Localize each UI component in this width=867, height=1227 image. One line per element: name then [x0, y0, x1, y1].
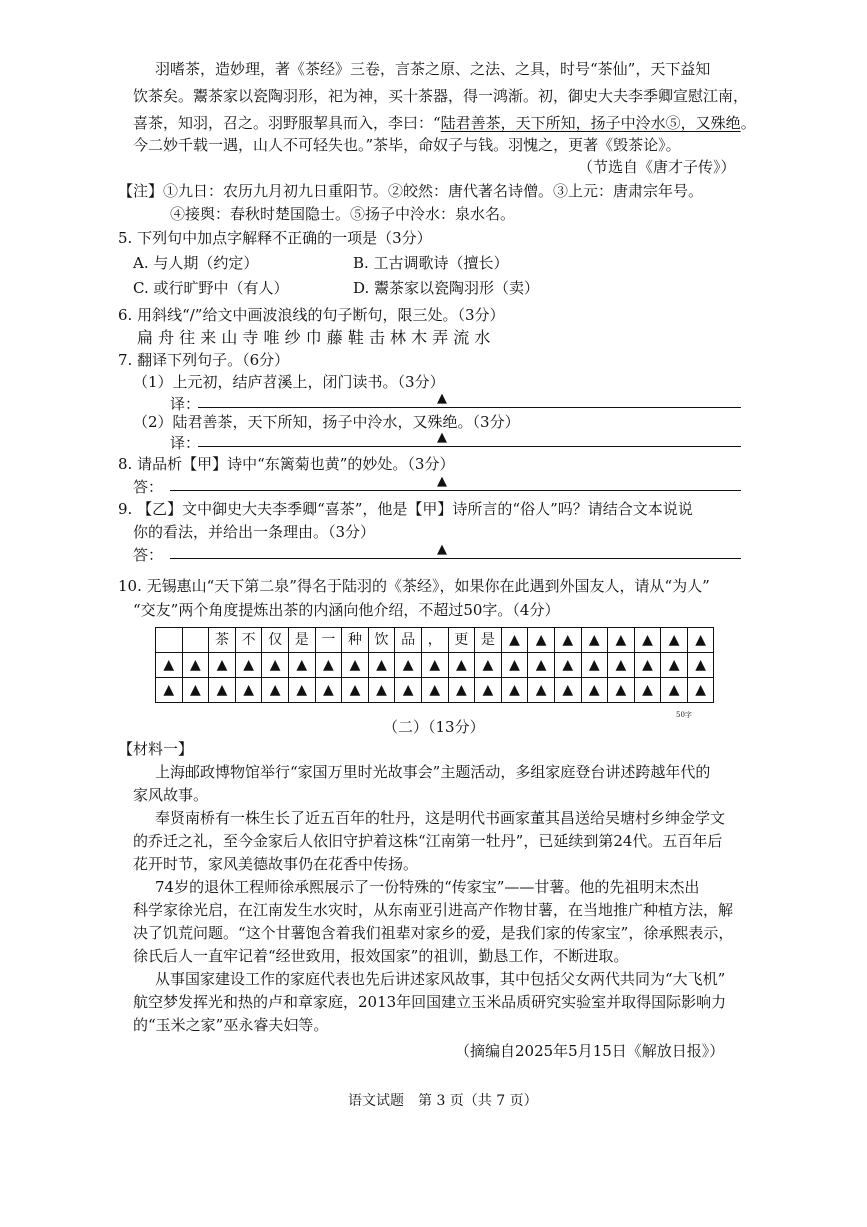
material-line: 决了饥荒问题。“这个甘薯饱含着我们祖辈对家乡的爱，是我们家的传家宝”，徐承熙表示， [133, 924, 734, 942]
grid-cell[interactable]: ▲ [288, 653, 315, 678]
question-6-stem: 6. 用斜线“/”给文中画波浪线的句子断句，限三处。（3分） [118, 306, 505, 324]
answer-marker: ▲ [437, 542, 447, 557]
page-footer: 语文试题 第 3 页（共 7 页） [348, 1093, 538, 1109]
grid-cell[interactable]: 是 [475, 628, 502, 653]
question-10-line: 10. 无锡惠山“天下第二泉”得名于陆羽的《茶经》，如果你在此遇到外国友人，请从“为人” [118, 577, 710, 595]
grid-row [156, 628, 714, 653]
material-source: （摘编自2025年5月15日《解放日报》） [455, 1042, 725, 1060]
material-line: 奉贤南桥有一株生长了近五百年的牡丹，这是明代书画家董其昌送给吴塘村乡绅金学文 [155, 809, 726, 827]
grid-cell[interactable]: ▲ [235, 678, 262, 703]
grid-cell[interactable]: ▲ [368, 678, 395, 703]
passage-line: 羽嗜茶，造妙理，著《茶经》三卷，言茶之原、之法、之具，时号“茶仙”，天下益知 [155, 60, 711, 78]
grid-cell[interactable]: ▲ [687, 678, 714, 703]
underlined-sentence: 陆君善茶，天下所知，扬子中泠水⑤，又殊绝 [440, 114, 741, 132]
answer-label: 译： [170, 434, 201, 452]
passage-line: 今二妙千载一遇，山人不可轻失也。”茶毕，命奴子与钱。羽愧之，更著《毁茶论》。 [133, 136, 681, 154]
question-7-stem: 7. 翻译下列句子。（6分） [118, 351, 290, 369]
grid-cell[interactable]: ▲ [554, 678, 581, 703]
grid-cell[interactable]: ▲ [315, 678, 342, 703]
grid-cell[interactable] [182, 628, 209, 653]
q5-option-d: D. 鬻茶家以瓷陶羽形（卖） [353, 279, 540, 297]
passage-source: （节选自《唐才子传》） [578, 158, 736, 176]
q5-option-c: C. 或行旷野中（有人） [133, 279, 289, 297]
grid-cell[interactable]: 品 [395, 628, 422, 653]
q6-sentence: 扁 舟 往 来 山 寺 唯 纱 巾 藤 鞋 击 林 木 弄 流 水 [137, 328, 491, 347]
q5-option-a: A. 与人期（约定） [133, 254, 259, 272]
grid-cell[interactable]: 茶 [209, 628, 236, 653]
q7-sentence-1: （1）上元初，结庐苕溪上，闭门读书。（3分） [133, 373, 445, 391]
notes-line: 【注】①九日：农历九月初九日重阳节。②皎然：唐代著名诗僧。③上元：唐肃宗年号。 [118, 182, 704, 200]
question-8-stem: 8. 请品析【甲】诗中“东篱菊也黄”的妙处。（3分） [118, 455, 455, 473]
answer-marker: ▲ [437, 474, 447, 489]
grid-cell[interactable]: ▲ [395, 678, 422, 703]
grid-cell[interactable]: ▲ [634, 628, 661, 653]
grid-cell[interactable]: ▲ [501, 678, 528, 703]
grid-cell[interactable]: ▲ [209, 678, 236, 703]
grid-cell[interactable]: ▲ [448, 678, 475, 703]
grid-cell[interactable]: ▲ [288, 678, 315, 703]
grid-cell[interactable]: ▲ [182, 653, 209, 678]
grid-cell[interactable]: ▲ [554, 653, 581, 678]
material-line: 从事国家建设工作的家庭代表也先后讲述家风故事，其中包括父女两代共同为“大飞机” [155, 970, 726, 988]
question-10-line: “交友”两个角度提炼出茶的内涵向他介绍，不超过50字。（4分） [133, 601, 560, 619]
grid-cell[interactable]: ▲ [661, 653, 688, 678]
grid-cell[interactable]: 一 [315, 628, 342, 653]
grid-cell[interactable]: 饮 [368, 628, 395, 653]
grid-row [156, 653, 714, 678]
grid-cell[interactable]: ▲ [528, 653, 555, 678]
grid-cell[interactable]: ▲ [528, 628, 555, 653]
grid-cell[interactable]: ▲ [634, 678, 661, 703]
material-line: 科学家徐光启，在江南发生水灾时，从东南亚引进高产作物甘薯，在当地推广种植方法，解 [133, 901, 734, 919]
material-line: 航空梦发挥光和热的卢和章家庭，2013年回国建立玉米品质研究实验室并取得国际影响力 [133, 993, 727, 1011]
answer-line[interactable] [170, 558, 741, 559]
material-line: 的“玉米之家”巫永睿夫妇等。 [133, 1016, 329, 1034]
grid-cell[interactable]: ▲ [581, 628, 608, 653]
grid-cell[interactable]: ▲ [421, 653, 448, 678]
material-line: 家风故事。 [133, 786, 209, 804]
passage-line: 饮茶矣。鬻茶家以瓷陶羽形，祀为神，买十茶器，得一鸿渐。初，御史大夫李季卿宣慰江南， [133, 87, 749, 105]
notes-line: ④接舆：春秋时楚国隐士。⑤扬子中泠水：泉水名。 [170, 205, 516, 223]
grid-cell[interactable]: ▲ [661, 678, 688, 703]
grid-cell[interactable]: ▲ [448, 653, 475, 678]
grid-cell[interactable]: ▲ [528, 678, 555, 703]
grid-cell[interactable]: ▲ [661, 628, 688, 653]
passage-line [133, 112, 756, 134]
answer-label: 译： [170, 395, 201, 413]
material-heading: 【材料一】 [118, 740, 194, 758]
grid-cell[interactable]: ▲ [315, 653, 342, 678]
material-line: 徐氏后人一直牢记着“经世致用，报效国家”的祖训，勤恳工作，不断进取。 [133, 947, 629, 965]
grid-cell[interactable]: ▲ [342, 653, 369, 678]
grid-cell[interactable]: ▲ [156, 678, 183, 703]
grid-cell[interactable]: ▲ [262, 653, 289, 678]
question-9-line: 9. 【乙】文中御史大夫李季卿“喜茶”，他是【甲】诗所言的“俗人”吗？请结合文本说说 [118, 500, 693, 518]
grid-cell[interactable]: ▲ [262, 678, 289, 703]
grid-cell[interactable]: ▲ [634, 653, 661, 678]
grid-cell[interactable]: ▲ [156, 653, 183, 678]
answer-label: 答： [133, 546, 164, 564]
grid-cell[interactable]: ▲ [581, 678, 608, 703]
grid-cell[interactable]: ▲ [687, 628, 714, 653]
grid-row [156, 678, 714, 703]
material-line: 花开时节，家风美德故事仍在花香中传扬。 [133, 855, 419, 873]
material-line: 的乔迁之礼，至今金家后人依旧守护着这株“江南第一牡丹”，已延续到第24代。五百年后 [133, 832, 723, 850]
answer-marker: ▲ [437, 391, 447, 406]
grid-cell[interactable]: ▲ [608, 628, 635, 653]
answer-label: 答： [133, 478, 164, 496]
section-title: （二）（13分） [383, 718, 485, 736]
grid-cell[interactable]: 种 [342, 628, 369, 653]
passage-text: 。 [740, 114, 756, 132]
material-line: 74岁的退休工程师徐承熙展示了一份特殊的“传家宝”——甘薯。他的先祖明末杰出 [155, 878, 700, 896]
answer-grid[interactable] [155, 627, 714, 703]
grid-cell[interactable]: ▲ [475, 678, 502, 703]
question-9-line: 你的看法，并给出一条理由。（3分） [133, 523, 376, 541]
answer-line[interactable] [198, 446, 741, 447]
grid-cell[interactable] [156, 628, 183, 653]
passage-text: 喜茶，知羽，召之。羽野服挈具而入，李曰：“ [133, 114, 441, 132]
grid-cell[interactable]: ▲ [501, 628, 528, 653]
answer-line[interactable] [170, 490, 741, 491]
grid-cell[interactable]: 更 [448, 628, 475, 653]
grid-cell[interactable]: ， [421, 628, 448, 653]
q7-sentence-2: （2）陆君善茶，天下所知，扬子中泠水，又殊绝。（3分） [133, 413, 520, 431]
grid-cell[interactable]: ▲ [421, 678, 448, 703]
grid-cell[interactable]: ▲ [395, 653, 422, 678]
grid-cell[interactable]: ▲ [581, 653, 608, 678]
grid-cell[interactable]: ▲ [608, 678, 635, 703]
grid-cell[interactable]: 是 [288, 628, 315, 653]
answer-line[interactable] [198, 407, 741, 408]
answer-marker: ▲ [437, 430, 447, 445]
grid-cell[interactable]: ▲ [209, 653, 236, 678]
grid-cell[interactable]: 仅 [262, 628, 289, 653]
grid-cell[interactable]: ▲ [368, 653, 395, 678]
word-count-mark: 50字 [676, 711, 692, 719]
grid-cell[interactable]: ▲ [687, 653, 714, 678]
grid-cell[interactable]: ▲ [342, 678, 369, 703]
grid-cell[interactable]: ▲ [235, 653, 262, 678]
grid-cell[interactable]: ▲ [501, 653, 528, 678]
grid-cell[interactable]: ▲ [182, 678, 209, 703]
q5-option-b: B. 工古调歌诗（擅长） [353, 254, 509, 272]
grid-cell[interactable]: 不 [235, 628, 262, 653]
question-5-stem: 5. 下列句中加点字解释不正确的一项是（3分） [118, 229, 432, 247]
grid-cell[interactable]: ▲ [608, 653, 635, 678]
material-line: 上海邮政博物馆举行“家国万里时光故事会”主题活动，多组家庭登台讲述跨越年代的 [155, 763, 711, 781]
grid-cell[interactable]: ▲ [554, 628, 581, 653]
grid-cell[interactable]: ▲ [475, 653, 502, 678]
